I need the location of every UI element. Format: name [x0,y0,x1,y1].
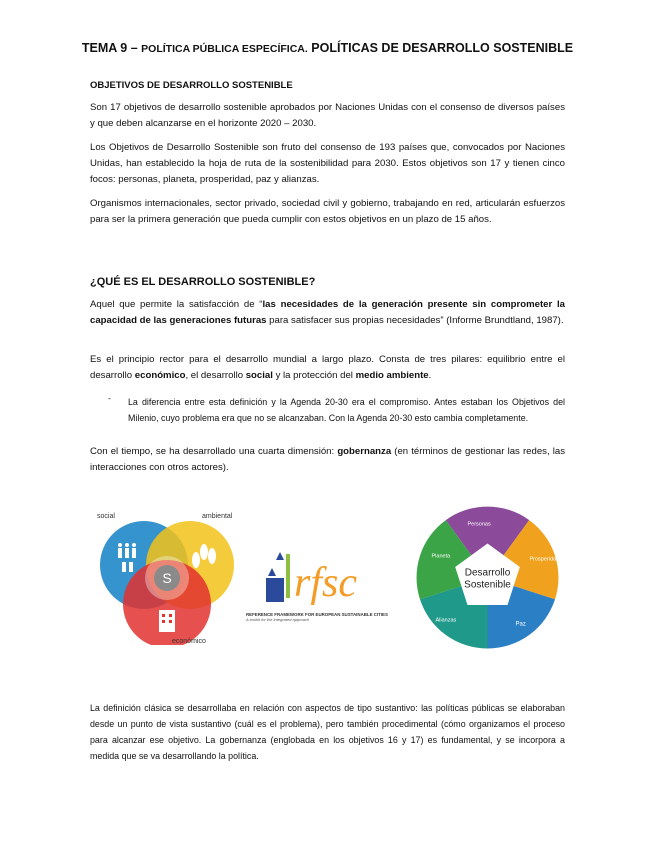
paragraph-pillars [90,352,565,384]
wheel-center-line1: Desarrollo [464,567,511,579]
gov-text-bold: gobernanza [337,446,392,457]
paragraph-2: Los Objetivos de Desarrollo Sostenible son fruto del consenso de 193 países que, convocados por Naciones Unidas, han establecido la hoja de ruta de la sostenibilidad para 2030. Estos objetivos son 17 y tienen cinco focos: personas, planeta, prosperidad, paz y alianzas. [90,142,565,185]
rfsc-logo-text: rfsc [294,560,357,606]
building-icon [159,610,175,632]
rfsc-caption: REFERENCE FRAMEWORK FOR EUROPEAN SUSTAINABLE CITIES [246,612,388,617]
page-title [60,40,595,58]
pillars-text-e: y la protección del [272,370,356,381]
gov-text-c: (en términos de gestionar las redes, las interacciones con otros actores). [90,446,566,473]
title-subject: POLÍTICA PÚBLICA ESPECÍFICA. [141,43,308,55]
segment-label-paz: Paz [515,621,526,628]
venn-label-economico: económico [172,638,206,645]
rfsc-star-icon-2 [276,552,284,560]
rfsc-mark [246,548,398,606]
sdg-wheel [415,505,560,650]
pillar-social: social [245,370,273,381]
venn-label-social: social [97,513,115,520]
segment-label-personas: Personas [467,521,491,528]
pillars-text-g: . [428,370,432,381]
paragraph-3: Organismos internacionales, sector privado, sociedad civil y gobierno, trabajando en red, articularán esfuerzos para ser la primera generación que pueda cumplir con estos objetivos en un plazo de 15 años. [90,198,565,225]
title-topic: TEMA 9 [81,41,128,55]
bullet-marker: - [108,393,111,403]
venn-center-label: S [162,570,172,586]
rfsc-block-icon [266,578,284,602]
pillars-text-c: , el desarrollo [185,370,246,381]
paragraph-governance [90,444,565,476]
venn-diagram [92,510,242,645]
paragraph-bottom: La definición clásica se desarrollaba en relación con aspectos de tipo sustantivo: las políticas públicas se elaboraban desde un punto de vista sustantivo (cuál es el problema), pero también procedimental (cómo organizamos el proceso para alcanzar ese objetivo. La gobernanza (englobada en los objetivos 16 y 17) es fundamental, y se incorpora a medida que se va desarrollando la política. [90,703,565,761]
pillars-text-a: Es el principio rector para el desarrollo mundial a largo plazo. Consta de tres pilares: equilibrio entre el desarrollo [90,354,565,381]
title-end: POLÍTICAS DE DESARROLLO SOSTENIBLE [307,41,574,55]
rfsc-tagline: A toolkit for the integrated approach [246,617,310,622]
rfsc-logo [246,548,398,628]
segment-label-planeta: Planeta [431,553,451,560]
def-text-bold: las necesidades de la generación presente sin comprometer la capacidad de las generaciones futuras [90,299,565,326]
venn-label-ambiental: ambiental [202,513,233,520]
bullet-text: La diferencia entre esta definición y la Agenda 20-30 era el compromiso. Antes estaban los Objetivos del Milenio, cuyo problema era que no se alcanzaban. Con la Agenda 20-30 esto cambia completamente. [128,397,565,423]
pillar-economico: económico [134,370,186,381]
pillar-medio-ambiente: medio ambiente [355,370,429,381]
segment-label-prosperidad: Prosperidad [529,556,560,563]
section-heading: ¿QUÉ ES EL DESARROLLO SOSTENIBLE? [90,276,316,288]
def-text-c: para satisfacer sus propias necesidades” (Informe Brundtland, 1987). [266,315,564,326]
segment-label-alianzas: Alianzas [435,617,457,624]
paragraph-1: Son 17 objetivos de desarrollo sostenible aprobados por Naciones Unidas con el consenso de diversos países y que deben alcanzarse en el horizonte 2020 – 2030. [90,102,565,129]
rfsc-green-bar [286,554,290,598]
gov-text-a: Con el tiempo, se ha desarrollado una cuarta dimensión: [90,446,338,457]
wheel-center-line2: Sostenible [464,579,511,591]
section-subtitle: OBJETIVOS DE DESARROLLO SOSTENIBLE [90,80,293,91]
rfsc-star-icon [268,568,276,576]
paragraph-definition [90,297,565,329]
def-text-a: Aquel que permite la satisfacción de “ [90,299,263,310]
title-dash: – [127,41,142,55]
